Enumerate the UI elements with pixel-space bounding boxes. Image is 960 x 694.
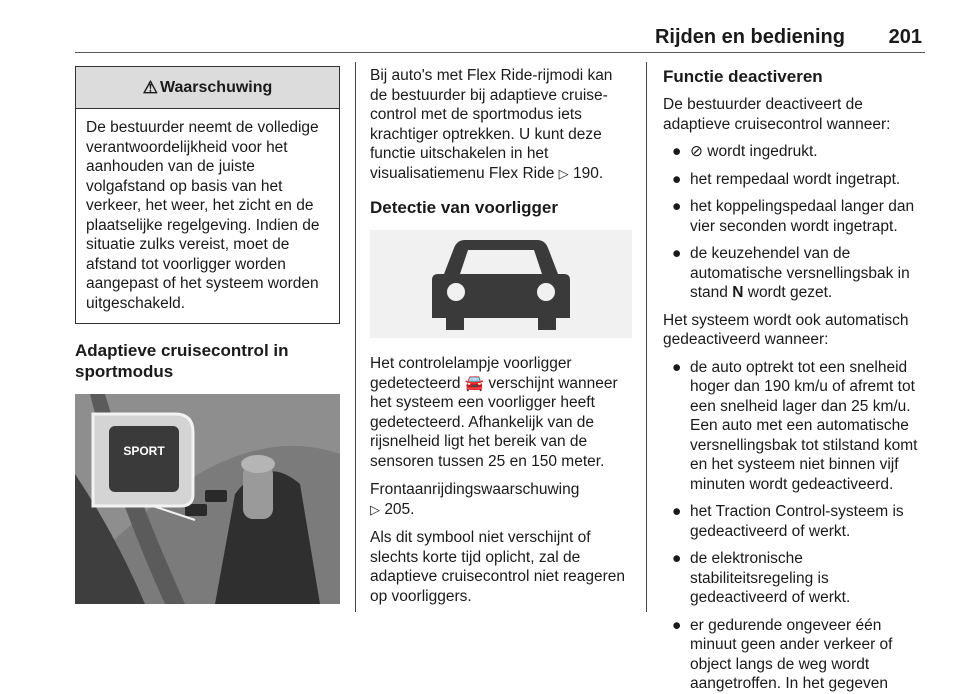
list-item: ● de auto optrekt tot een snelheid hoger dan 190 km/u of afremt tot een snelheid lager dan 25 km/u. Een auto met een automatische versnellingsbak tot stilstand komt en het systeem niet binnen vijf minuten wordt gedeactiveerd. <box>672 358 918 493</box>
column-left <box>75 66 340 604</box>
page-header <box>75 24 925 54</box>
cruise-cancel-icon: ⊘ <box>690 143 703 160</box>
symbol-paragraph: Als dit symbool niet verschijnt of slechts korte tijd oplicht, zal de adaptieve cruisecontrol niet reageren op voorliggers. <box>370 529 626 605</box>
flexride-paragraph: Bij auto's met Flex Ride-rijmodi kan de bestuurder bij adaptieve cruise-control met de sportmodus iets krachtiger optrekken. U kunt deze functie uitschakelen in het visualisatiemenu Flex Ride ▷ 190. <box>370 67 613 182</box>
list-item: ● de keuzehendel van de automatische versnellingsbak in stand N wordt gezet. <box>672 245 910 301</box>
page-number: 201 <box>888 26 922 48</box>
column-middle <box>370 66 632 615</box>
warning-box <box>75 66 340 324</box>
list-item: ● er gedurende ongeveer één minuut geen ander verkeer of object langs de weg wordt aangetroffen. In het gegeven <box>672 616 893 692</box>
list-item: ● het koppelingspedaal langer dan vier seconden wordt ingetrapt. <box>672 198 915 235</box>
car-small-icon: 🚘 <box>464 374 485 392</box>
warning-text: De bestuurder neemt de volledige verantwoordelijkheid voor het aanhouden van de juiste volgafstand op basis van het verkeer, het weer, het zicht en de plaatselijke regelgeving. Indien de situatie zulks vereist, moet de afstand tot voorligger worden aangepast of het systeem worden uitgeschakeld. <box>86 119 320 312</box>
column-divider <box>646 62 647 612</box>
page-ref-arrow-icon: ▷ <box>370 501 380 517</box>
section-heading: Functie deactiveren <box>663 67 823 86</box>
auto-deactivate-list <box>663 358 929 694</box>
collision-warning-ref: Frontaanrijdingswaarschuwing ▷ 205. <box>370 481 580 518</box>
deactivate-intro: De bestuurder deactiveert de adaptieve cruisecontrol wanneer: <box>663 96 891 133</box>
car-front-icon <box>370 230 632 338</box>
indicator-paragraph: Het controlelampje voorligger gedetecteerd 🚘 verschijnt wanneer het systeem een voorligger heeft gedetecteerd. Afhankelijk van de rijsnelheid ligt het bereik van de sensoren tussen 25 en 150 meter. <box>370 355 618 470</box>
section-heading: Detectie van voorligger <box>370 198 559 217</box>
deactivate-list <box>663 142 929 303</box>
header-rule <box>75 52 925 53</box>
list-item: ● het rempedaal wordt ingetrapt. <box>672 170 901 188</box>
list-item: ● het Traction Control-systeem is gedeactiveerd of werkt. <box>672 503 904 540</box>
warning-triangle-icon: ⚠ <box>142 77 158 97</box>
auto-deactivate-intro: Het systeem wordt ook automatisch gedeactiveerd wanneer: <box>663 311 909 348</box>
list-item: ● ⊘ wordt ingedrukt. <box>672 143 818 160</box>
sport-button-label: SPORT <box>123 444 165 458</box>
page-ref-arrow-icon: ▷ <box>558 165 569 181</box>
vehicle-ahead-illustration <box>370 230 632 338</box>
warning-header <box>76 67 339 109</box>
column-divider <box>355 62 356 612</box>
warning-title: Waarschuwing <box>159 78 273 96</box>
column-right <box>663 66 929 694</box>
section-heading: Adaptieve cruisecontrol in sportmodus <box>75 341 289 381</box>
chapter-title: Rijden en bediening <box>654 26 845 48</box>
sport-button-photo <box>75 394 340 604</box>
list-item: ● de elektronische stabiliteitsregeling is gedeactiveerd of werkt. <box>672 550 851 606</box>
